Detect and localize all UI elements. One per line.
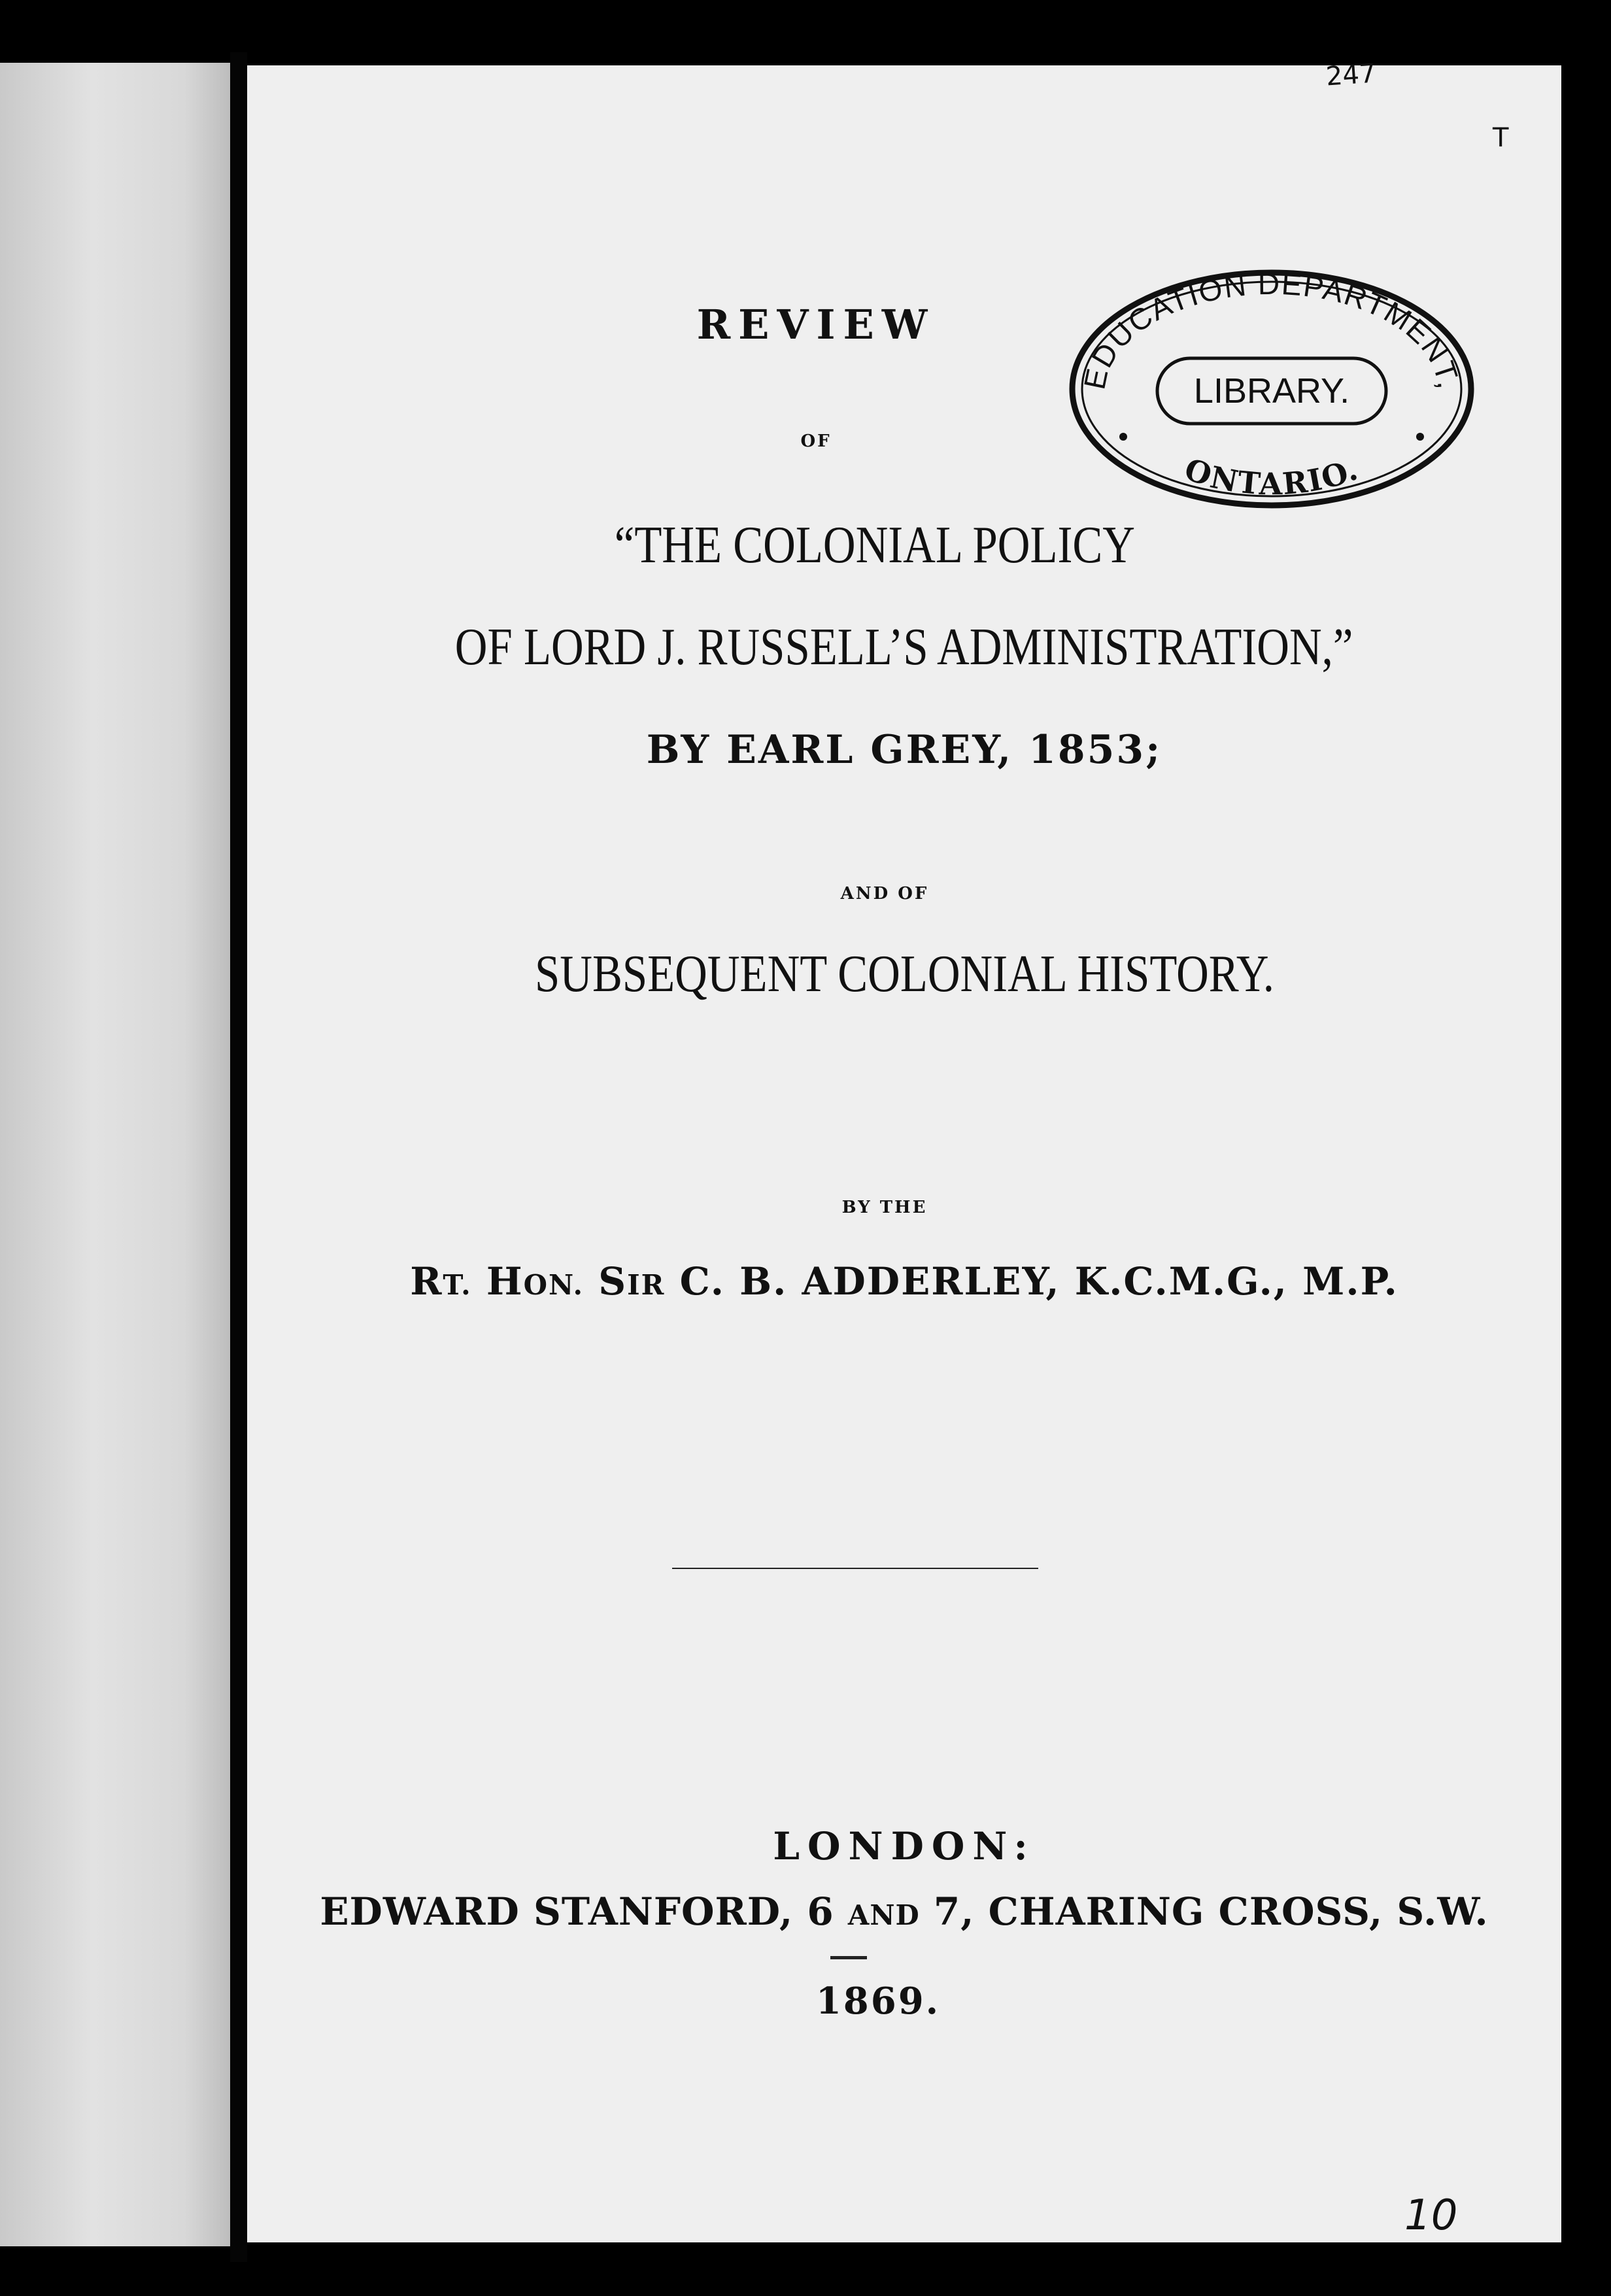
separator-rule	[672, 1568, 1038, 1569]
publisher-name: EDWARD STANFORD, 6	[320, 1889, 848, 1934]
subtitle: SUBSEQUENT COLONIAL HISTORY.	[534, 945, 1274, 1003]
author-prefix: H	[471, 1259, 524, 1304]
publisher-address: 7, CHARING CROSS, S.W.	[919, 1889, 1489, 1934]
of-connector: OF	[800, 431, 832, 451]
handwritten-page-number: 10	[1404, 2191, 1458, 2240]
title-page	[247, 58, 1561, 2242]
handwritten-mark: T	[1493, 123, 1509, 153]
author-line: BY EARL GREY, 1853;	[646, 727, 1162, 773]
author-credit	[247, 1259, 1561, 1304]
imprint-city: LONDON:	[773, 1824, 1036, 1868]
short-rule	[830, 1956, 867, 1959]
svg-text:ONTARIO.	[1180, 451, 1363, 501]
library-stamp	[1059, 262, 1484, 516]
imprint-year: 1869.	[815, 1980, 941, 2023]
handwritten-shelf-number: 247	[1325, 58, 1377, 92]
facing-page-edge	[0, 63, 230, 2246]
and-of-connector: AND OF	[840, 884, 929, 903]
by-the-connector: BY THE	[841, 1198, 928, 1217]
review-heading: REVIEW	[696, 301, 936, 348]
author-prefix: S	[584, 1259, 628, 1304]
author-prefix: R	[410, 1259, 443, 1304]
title-line-2: OF LORD J. RUSSELL’S ADMINISTRATION,”	[455, 618, 1353, 676]
stamp-top-text: EDUCATION DEPARTMENT,	[1077, 266, 1467, 392]
book-gutter	[230, 52, 247, 2262]
publisher-and: AND	[847, 1899, 920, 1931]
author-prefix-sc: IR	[627, 1269, 666, 1301]
title-line-1: “THE COLONIAL POLICY	[614, 516, 1136, 574]
stamp-bottom-text: ONTARIO.	[1179, 451, 1364, 502]
author-prefix-sc: T.	[443, 1269, 472, 1301]
publisher-line	[247, 1889, 1561, 1934]
author-name: C. B. ADDERLEY, K.C.M.G., M.P.	[665, 1259, 1399, 1304]
stamp-center-text: LIBRARY.	[1193, 371, 1350, 411]
author-prefix-sc: ON.	[523, 1269, 585, 1301]
